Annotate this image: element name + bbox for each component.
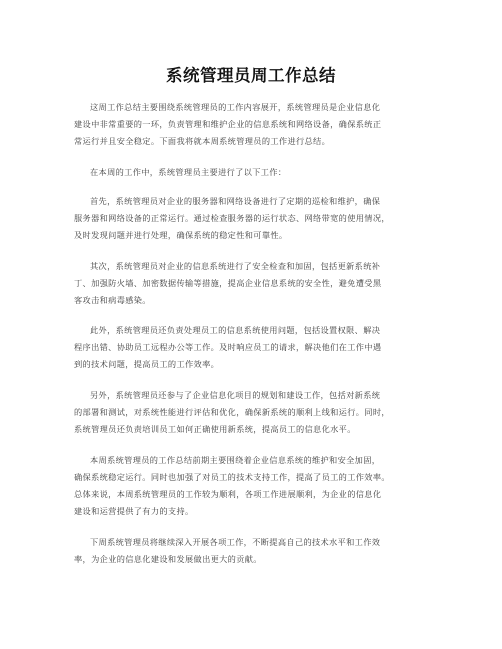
- text-line: 下周系统管理员将继续深入开展各项工作，不断提高自己的技术水平和工作效: [90, 537, 381, 547]
- paragraph-third: [74, 322, 436, 373]
- text-line: 客攻击和病毒感染。: [74, 295, 151, 305]
- text-line: 这周工作总结主要围绕系统管理员的工作内容展开，系统管理员是企业信息化: [90, 102, 381, 112]
- paragraph-summary: [74, 452, 436, 520]
- text-line: 及时发现问题并进行处理，确保系统的稳定性和可靠性。: [74, 230, 288, 240]
- text-line: 丁、加强防火墙、加密数据传输等措施，提高企业信息系统的安全性，避免遭受黑: [74, 278, 382, 288]
- text-line: 此外，系统管理员还负责处理员工的信息系统使用问题，包括设置权限、解决: [90, 325, 381, 335]
- text-line: 确保系统稳定运行。同时也加强了对员工的技术支持工作，提高了员工的工作效率。: [74, 472, 390, 482]
- page-title: 系统管理员周工作总结: [166, 66, 336, 85]
- text-line: 的部署和测试，对系统性能进行评估和优化，确保新系统的顺利上线和运行。同时，: [74, 407, 390, 417]
- text-line: 建设和运营提供了有力的支持。: [74, 506, 194, 516]
- text-line: 本周系统管理员的工作总结前期主要围绕着企业信息系统的维护和安全加固，: [90, 455, 381, 465]
- text-line: 系统管理员还负责培训员工如何正确使用新系统，提高员工的信息化水平。: [74, 424, 356, 434]
- text-line: 服务器和网络设备的正常运行。通过检查服务器的运行状态、网络带宽的使用情况，: [74, 213, 390, 223]
- text-line: 首先，系统管理员对企业的服务器和网络设备进行了定期的巡检和维护，确保: [90, 196, 381, 206]
- text-line: 其次，系统管理员对企业的信息系统进行了安全检查和加固，包括更新系统补: [90, 261, 381, 271]
- paragraph-next-week: [74, 534, 436, 568]
- text-line: 率，为企业的信息化建设和发展做出更大的贡献。: [74, 554, 262, 564]
- paragraph-fourth: [74, 387, 436, 438]
- text-line: 程序出错、协助员工远程办公等工作。及时响应员工的请求，解决他们在工作中遇: [74, 342, 382, 352]
- text-line: 另外，系统管理员还参与了企业信息化项目的规划和建设工作，包括对新系统: [90, 390, 381, 400]
- paragraph-overview: [74, 164, 436, 181]
- paragraph-first: [74, 193, 436, 244]
- text-line: 在本周的工作中，系统管理员主要进行了以下工作：: [90, 167, 287, 177]
- text-line: 常运行并且安全稳定。下面我将就本周系统管理员的工作进行总结。: [74, 136, 331, 146]
- paragraph-second: [74, 258, 436, 309]
- text-line: 总体来说，本周系统管理员的工作较为顺利，各项工作进展顺利，为企业的信息化: [74, 489, 382, 499]
- text-line: 到的技术问题，提高员工的工作效率。: [74, 359, 220, 369]
- paragraph-intro: [74, 99, 436, 150]
- text-line: 建设中非常重要的一环，负责管理和维护企业的信息系统和网络设备，确保系统正: [74, 119, 382, 129]
